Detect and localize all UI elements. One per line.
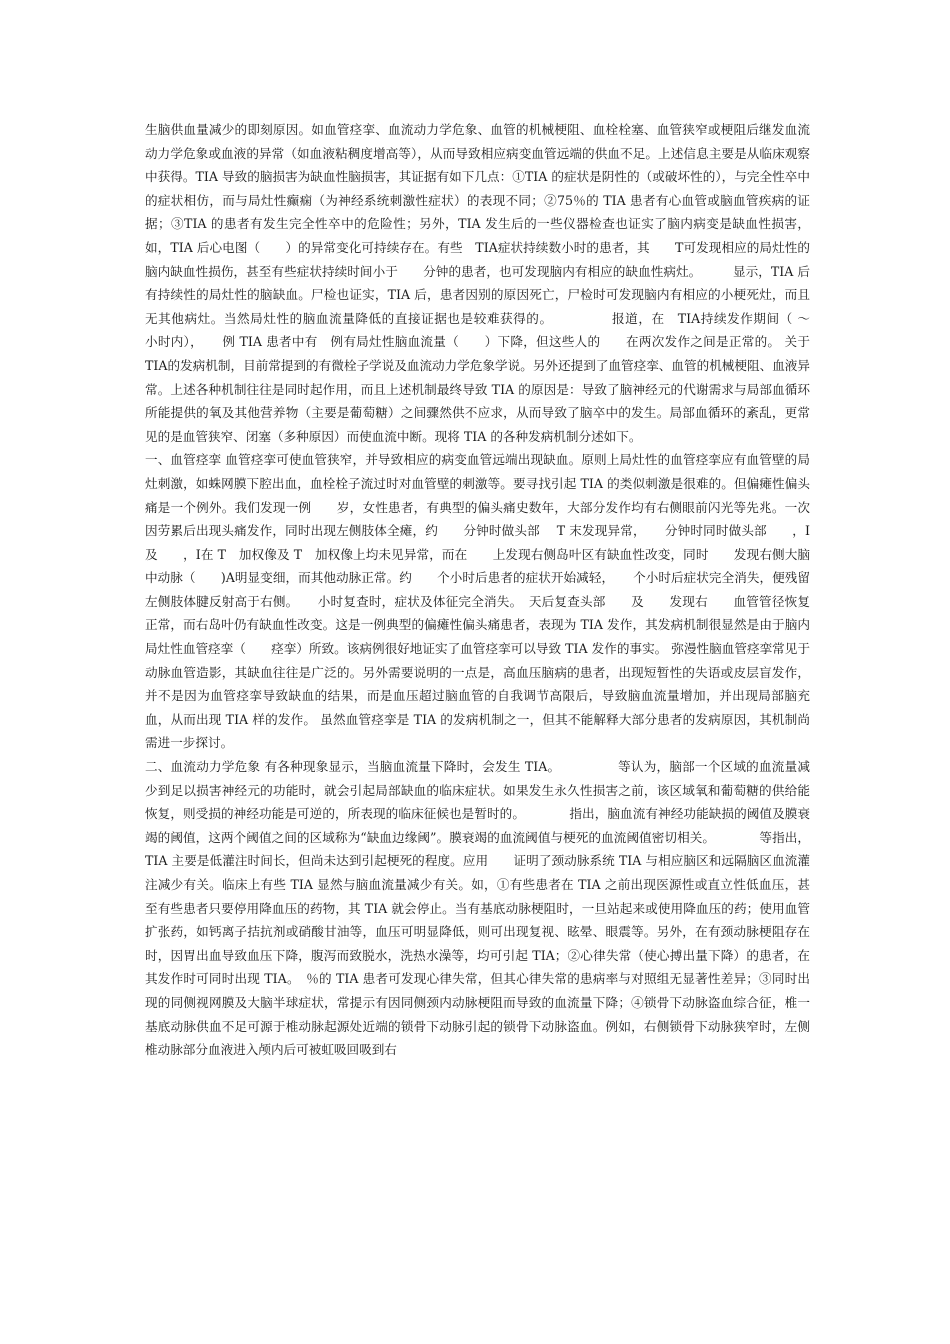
- paragraph-tia-evidence: 生脑供血量减少的即刻原因。如血管痉挛、血流动力学危象、血管的机械梗阻、血栓栓塞、血管狭窄或梗阻后继发血流动力学危象或血液的异常（如血液粘稠度增高等），从而导致相应病变血管远端的供血不足。上述信息主要是从临床观察中获得。TIA 导致的脑损害为缺血性脑损害，其证据有如下几点：①TIA 的症状是阴性的（或破坏性的），与完全性卒中的症状相仿，而与局灶性癫痫（为神经系统刺激性症状）的表现不同；②75％的 TIA 患者有心血管或脑血管疾病的证据；③TIA 的患者有发生完全性卒中的危险性；另外，TIA 发生后的一些仪器检查也证实了脑内病变是缺血性损害，如，TIA 后心电图（ ）的异常变化可持续存在。有些 TIA症状持续数小时的患者，其 T可发现相应的局灶性的脑内缺血性损伤，甚至有些症状持续时间小于 分钟的患者，也可发现脑内有相应的缺血性病灶。 显示，TIA 后有持续性的局灶性的脑缺血。尸检也证实，TIA 后，患者因别的原因死亡，尸检时可发现脑内有相应的小梗死灶，而且无其他病灶。当然局灶性的脑血流量降低的直接证据也是较难获得的。 报道，在 TIA持续发作期间（ ～ 小时内）， 例 TIA 患者中有 例有局灶性脑血流量（ ）下降，但这些人的 在两次发作之间是正常的。 关于 TIA的发病机制，目前常提到的有微栓子学说及血流动力学危象学说。另外还提到了血管痉挛、血管的机械梗阻、血液异常。上述各种机制往往是同时起作用，而且上述机制最终导致 TIA 的原因是：导致了脑神经元的代谢需求与局部血循环所能提供的氧及其他营养物（主要是葡萄糖）之间骤然供不应求，从而导致了脑卒中的发生。局部血循环的紊乱，更常见的是血管狭窄、闭塞（多种原因）而使血流中断。现将 TIA 的各种发病机制分述如下。: [145, 122, 836, 444]
- paragraph-vasospasm: 一、血管痉挛 血管痉挛可使血管狭窄，并导致相应的病变血管远端出现缺血。原则上局灶性的血管痉挛应有血管壁的局灶刺激，如蛛网膜下腔出血，血栓栓子流过时对血管壁的刺激等。要寻找引起 TIA 的类似刺激是很难的。但偏瘫性偏头痛是一个例外。我们发现一例 岁，女性患者，有典型的偏头痛史数年，大部分发作均有右侧眼前闪光等先兆。一次因劳累后出现头痛发作，同时出现左侧肢体全瘫，约 分钟时做头部 T 末发现异常， 分钟时同时做头部 ，I 及 ，I在 T 加权像及 T 加权像上均未见异常，而在 上发现右侧岛叶区有缺血性改变，同时 发现右侧大脑中动脉（ )A明显变细，而其他动脉正常。约 个小时后患者的症状开始减轻， 个小时后症状完全消失，便残留左侧肢体腱反射高于右侧。 小时复查时，症状及体征完全消失。 天后复查头部 及 发现右 血管管径恢复正常，而右岛叶仍有缺血性改变。这是一例典型的偏瘫性偏头痛患者，表现为 TIA 发作，其发病机制很显然是由于脑内局灶性血管痉挛（ 痉挛）所致。该病例很好地证实了血管痉挛可以导致 TIA 发作的事实。 弥漫性脑血管痉挛常见于动脉血管造影，其缺血往往是广泛的。另外需要说明的一点是，高血压脑病的患者，出现短暂性的失语或皮层盲发作，并不是因为血管痉挛导致缺血的结果，而是血压超过脑血管的自我调节高限后，导致脑血流量增加，并出现局部脑充血，从而出现 TIA 样的发作。 虽然血管痉挛是 TIA 的发病机制之一，但其不能解释大部分患者的发病原因，其机制尚需进一步探讨。: [145, 452, 836, 751]
- paragraph-hemodynamic-crisis: 二、血流动力学危象 有各种现象显示，当脑血流量下降时，会发生 TIA。 等认为，脑部一个区域的血流量减少到足以损害神经元的功能时，就会引起局部缺血的临床症状。如果发生永久性损害之前，该区域氧和葡萄糖的供给能恢复，则受损的神经功能是可逆的，所表现的临床征候也是暂时的。 指出，脑血流有神经功能缺损的阈值及膜衰竭的阈值，这两个阈值之间的区域称为“缺血边缘阈”。膜衰竭的血流阈值与梗死的血流阈值密切相关。 等指出，TIA 主要是低灌注时间长，但尚未达到引起梗死的程度。应用 证明了颈动脉系统 TIA 与相应脑区和远隔脑区血流灌注减少有关。临床上有些 TIA 显然与脑血流量减少有关。如，①有些患者在 TIA 之前出现医源性或直立性低血压，甚至有些患者只要停用降血压的药物，其 TIA 就会停止。当有基底动脉梗阻时，一旦站起来或使用降血压的药；使用血管扩张药，如钙离子拮抗剂或硝酸甘油等，血压可明显降低，则可出现复视、眩晕、眼震等。另外，在有颈动脉梗阻存在时，因胃出血导致血压下降，腹泻而致脱水，洗热水澡等，均可引起 TIA；②心律失常（使心搏出量下降）的患者，在其发作时可同时出现 TIA。 ％的 TIA 患者可发现心律失常，但其心律失常的患病率与对照组无显著性差异；③同时出现的同侧视网膜及大脑半球症状，常提示有因同侧颈内动脉梗阻而导致的血流量下降；④锁骨下动脉盗血综合征，椎一基底动脉供血不足可源于椎动脉起源处近端的锁骨下动脉引起的锁骨下动脉盗血。例如，右侧锁骨下动脉狭窄时，左侧椎动脉部分血液进入颅内后可被虹吸回吸到右: [145, 759, 810, 1058]
- document-page: [145, 118, 836, 1062]
